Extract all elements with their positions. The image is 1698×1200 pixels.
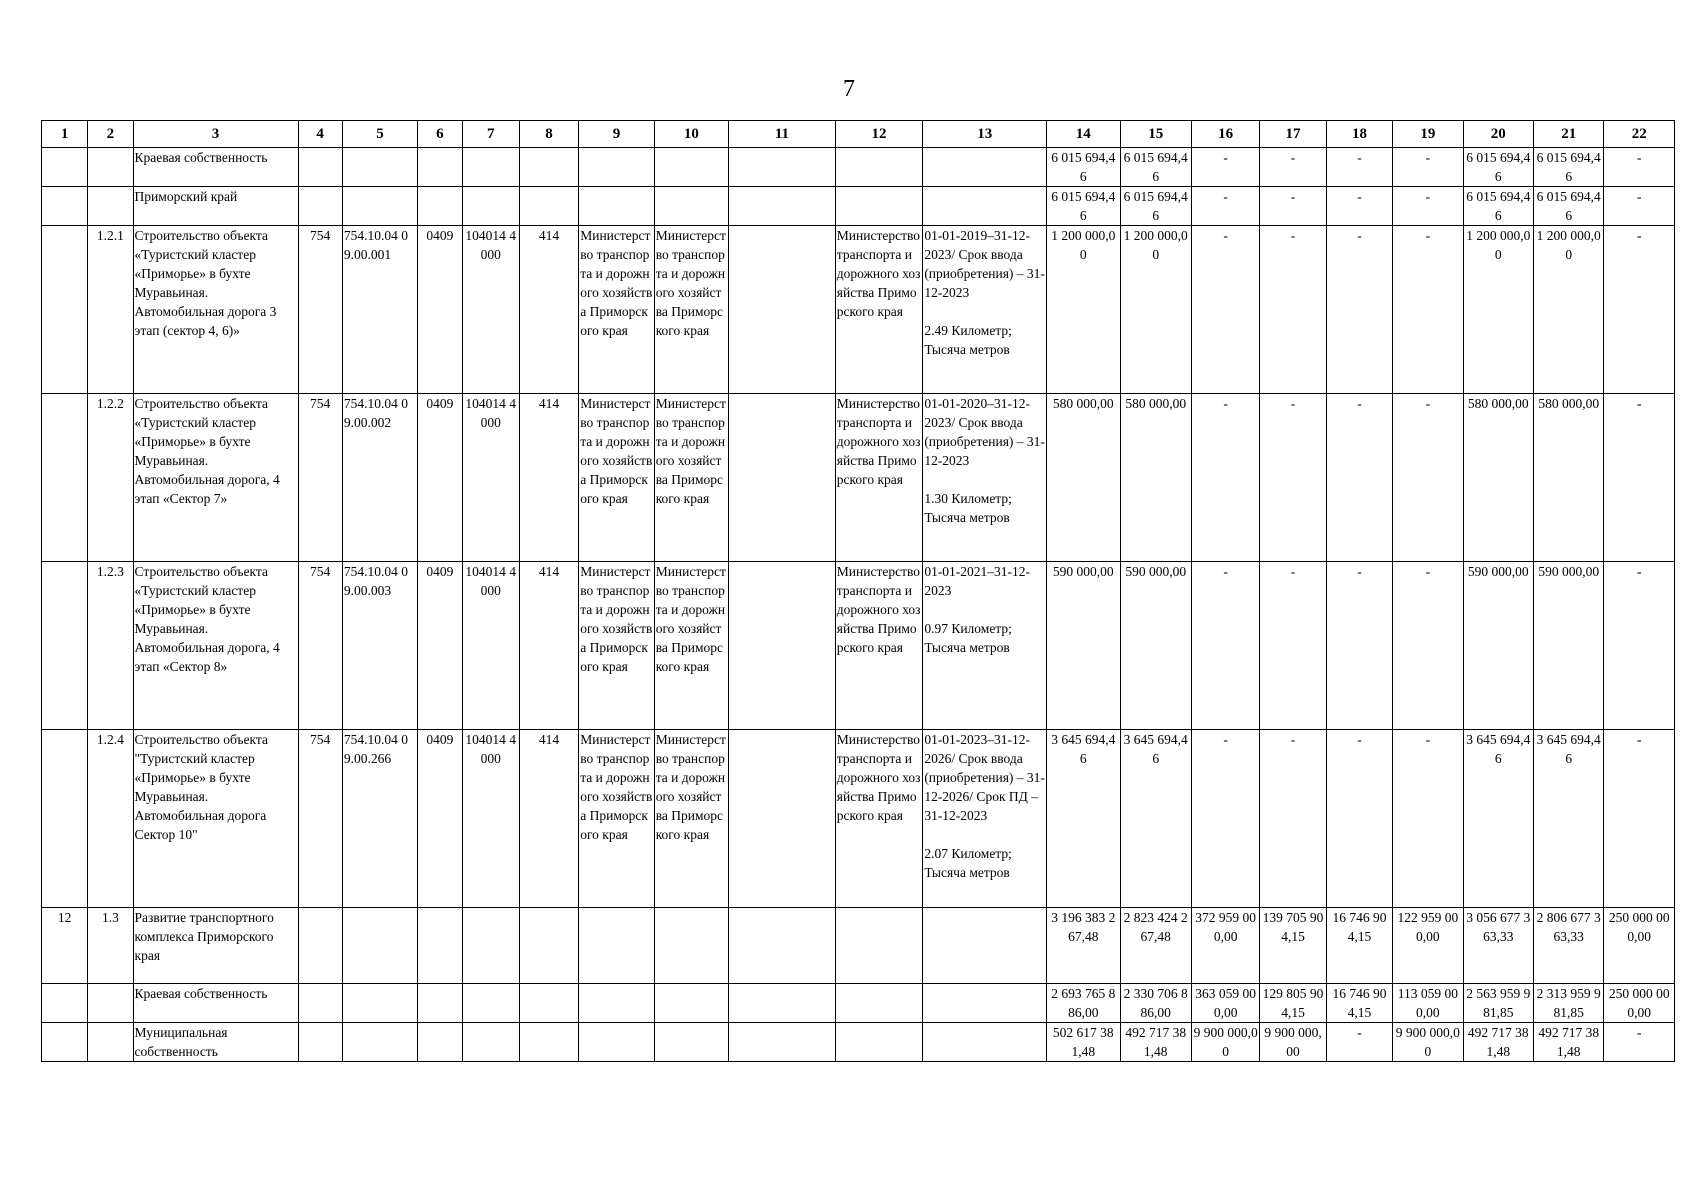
table-cell-col-7 xyxy=(462,908,519,984)
table-cell-col-2: 1.2.1 xyxy=(88,226,133,394)
table-cell-col-2: 1.2.2 xyxy=(88,394,133,562)
table-cell-col-8: 414 xyxy=(519,226,578,394)
table-cell-col-2 xyxy=(88,984,133,1023)
table-cell-col-17: - xyxy=(1260,187,1326,226)
table-cell-col-10 xyxy=(654,984,728,1023)
table-cell-col-13 xyxy=(923,984,1047,1023)
table-cell-col-8 xyxy=(519,1023,578,1062)
table-cell-col-1 xyxy=(42,187,88,226)
table-cell-col-10 xyxy=(654,1023,728,1062)
table-row xyxy=(42,1023,1675,1062)
table-cell-col-1 xyxy=(42,984,88,1023)
column-header: 14 xyxy=(1047,121,1120,148)
table-row xyxy=(42,148,1675,187)
table-cell-col-18: 16 746 904,15 xyxy=(1326,984,1392,1023)
table-cell-col-4 xyxy=(298,1023,342,1062)
table-cell-col-19: - xyxy=(1393,226,1463,394)
column-header: 22 xyxy=(1604,121,1675,148)
table-cell-col-6 xyxy=(418,908,462,984)
table-cell-col-19: 122 959 000,00 xyxy=(1393,908,1463,984)
table-cell-col-5 xyxy=(342,187,417,226)
table-cell-col-15: 6 015 694,46 xyxy=(1120,148,1191,187)
table-cell-col-22: - xyxy=(1604,562,1675,730)
table-cell-col-6 xyxy=(418,984,462,1023)
table-cell-col-6 xyxy=(418,1023,462,1062)
table-cell-col-21: 2 313 959 981,85 xyxy=(1533,984,1603,1023)
table-cell-col-9: Министерство транспорта и дорожного хозяйства Приморского края xyxy=(579,730,654,908)
table-cell-col-18: - xyxy=(1326,1023,1392,1062)
table-cell-col-17: - xyxy=(1260,394,1326,562)
table-cell-col-21: 2 806 677 363,33 xyxy=(1533,908,1603,984)
table-cell-col-17: - xyxy=(1260,562,1326,730)
table-cell-col-21: 590 000,00 xyxy=(1533,562,1603,730)
table-cell-col-10: Министерство транспорта и дорожного хозяйства Приморского края xyxy=(654,730,728,908)
table-cell-col-2: 1.3 xyxy=(88,908,133,984)
table-cell-col-1 xyxy=(42,1023,88,1062)
table-cell-col-9: Министерство транспорта и дорожного хозяйства Приморского края xyxy=(579,226,654,394)
table-cell-col-9 xyxy=(579,187,654,226)
table-cell-col-17: - xyxy=(1260,730,1326,908)
table-cell-col-13: 01-01-2021–31-12-2023 0.97 Километр; Тысяча метров xyxy=(923,562,1047,730)
table-cell-col-7: 104014 4000 xyxy=(462,394,519,562)
table-cell-col-4 xyxy=(298,984,342,1023)
table-cell-col-16: - xyxy=(1191,148,1259,187)
table-cell-col-12: Министерство транспорта и дорожного хозяйства Приморского края xyxy=(835,394,923,562)
table-cell-col-3: Приморский край xyxy=(133,187,298,226)
table-cell-col-19: 113 059 000,00 xyxy=(1393,984,1463,1023)
table-cell-col-11 xyxy=(729,394,836,562)
table-cell-col-9: Министерство транспорта и дорожного хозяйства Приморского края xyxy=(579,394,654,562)
table-cell-col-21: 3 645 694,46 xyxy=(1533,730,1603,908)
table-cell-col-2 xyxy=(88,1023,133,1062)
table-cell-col-20: 3 645 694,46 xyxy=(1463,730,1533,908)
table-cell-col-22: - xyxy=(1604,394,1675,562)
table-cell-col-14: 2 693 765 886,00 xyxy=(1047,984,1120,1023)
table-cell-col-8 xyxy=(519,984,578,1023)
table-cell-col-14: 3 196 383 267,48 xyxy=(1047,908,1120,984)
table-cell-col-1 xyxy=(42,394,88,562)
table-cell-col-8: 414 xyxy=(519,730,578,908)
table-cell-col-11 xyxy=(729,226,836,394)
column-header: 9 xyxy=(579,121,654,148)
table-cell-col-5: 754.10.04 09.00.003 xyxy=(342,562,417,730)
table-cell-col-12 xyxy=(835,1023,923,1062)
table-cell-col-6 xyxy=(418,148,462,187)
table-cell-col-16: - xyxy=(1191,730,1259,908)
table-row xyxy=(42,730,1675,908)
table-cell-col-22: 250 000 000,00 xyxy=(1604,984,1675,1023)
table-cell-col-13 xyxy=(923,187,1047,226)
table-cell-col-16: 9 900 000,00 xyxy=(1191,1023,1259,1062)
table-cell-col-21: 492 717 381,48 xyxy=(1533,1023,1603,1062)
table-cell-col-5: 754.10.04 09.00.002 xyxy=(342,394,417,562)
table-cell-col-19: 9 900 000,00 xyxy=(1393,1023,1463,1062)
column-header: 20 xyxy=(1463,121,1533,148)
table-cell-col-15: 3 645 694,46 xyxy=(1120,730,1191,908)
table-cell-col-7: 104014 4000 xyxy=(462,562,519,730)
table-cell-col-14: 502 617 381,48 xyxy=(1047,1023,1120,1062)
column-header: 15 xyxy=(1120,121,1191,148)
table-cell-col-16: - xyxy=(1191,226,1259,394)
table-cell-col-18: - xyxy=(1326,394,1392,562)
table-cell-col-16: 372 959 000,00 xyxy=(1191,908,1259,984)
table-cell-col-14: 580 000,00 xyxy=(1047,394,1120,562)
table-cell-col-4: 754 xyxy=(298,562,342,730)
table-cell-col-22: - xyxy=(1604,730,1675,908)
table-cell-col-18: - xyxy=(1326,148,1392,187)
table-cell-col-13: 01-01-2019–31-12-2023/ Срок ввода (приобретения) – 31-12-2023 2.49 Километр; Тысяча метров xyxy=(923,226,1047,394)
table-cell-col-4: 754 xyxy=(298,394,342,562)
table-cell-col-15: 2 330 706 886,00 xyxy=(1120,984,1191,1023)
table-cell-col-8 xyxy=(519,187,578,226)
table-cell-col-3: Строительство объекта «Туристский кластер «Приморье» в бухте Муравьиная. Автомобильная дорога, 4 этап «Сектор 8» xyxy=(133,562,298,730)
table-cell-col-7 xyxy=(462,187,519,226)
table-cell-col-11 xyxy=(729,908,836,984)
table-cell-col-15: 2 823 424 267,48 xyxy=(1120,908,1191,984)
table-cell-col-22: - xyxy=(1604,1023,1675,1062)
table-row xyxy=(42,187,1675,226)
table-cell-col-14: 3 645 694,46 xyxy=(1047,730,1120,908)
table-cell-col-9: Министерство транспорта и дорожного хозяйства Приморского края xyxy=(579,562,654,730)
table-cell-col-17: - xyxy=(1260,148,1326,187)
table-cell-col-5: 754.10.04 09.00.266 xyxy=(342,730,417,908)
table-cell-col-6: 0409 xyxy=(418,394,462,562)
table-cell-col-13 xyxy=(923,1023,1047,1062)
table-cell-col-12 xyxy=(835,187,923,226)
column-header: 13 xyxy=(923,121,1047,148)
table-cell-col-21: 6 015 694,46 xyxy=(1533,187,1603,226)
table-cell-col-20: 590 000,00 xyxy=(1463,562,1533,730)
column-header: 17 xyxy=(1260,121,1326,148)
table-cell-col-13: 01-01-2023–31-12-2026/ Срок ввода (приобретения) – 31-12-2026/ Срок ПД – 31-12-2023 2.07 Километр; Тысяча метров xyxy=(923,730,1047,908)
table-cell-col-14: 1 200 000,00 xyxy=(1047,226,1120,394)
table-cell-col-18: - xyxy=(1326,730,1392,908)
table-cell-col-6: 0409 xyxy=(418,562,462,730)
table-cell-col-12 xyxy=(835,984,923,1023)
table-cell-col-3: Строительство объекта "Туристский кластер «Приморье» в бухте Муравьиная. Автомобильная дорога Сектор 10" xyxy=(133,730,298,908)
table-cell-col-1 xyxy=(42,730,88,908)
table-cell-col-20: 6 015 694,46 xyxy=(1463,187,1533,226)
column-header: 19 xyxy=(1393,121,1463,148)
table-cell-col-6 xyxy=(418,187,462,226)
column-header: 1 xyxy=(42,121,88,148)
table-cell-col-17: - xyxy=(1260,226,1326,394)
table-cell-col-12 xyxy=(835,908,923,984)
table-cell-col-1 xyxy=(42,226,88,394)
table-cell-col-8 xyxy=(519,908,578,984)
table-cell-col-7: 104014 4000 xyxy=(462,226,519,394)
table-cell-col-18: - xyxy=(1326,562,1392,730)
table-cell-col-10: Министерство транспорта и дорожного хозяйства Приморского края xyxy=(654,226,728,394)
table-cell-col-7 xyxy=(462,984,519,1023)
column-header: 4 xyxy=(298,121,342,148)
table-cell-col-2 xyxy=(88,148,133,187)
column-header: 3 xyxy=(133,121,298,148)
table-cell-col-3: Строительство объекта «Туристский кластер «Приморье» в бухте Муравьиная. Автомобильная дорога 3 этап (сектор 4, 6)» xyxy=(133,226,298,394)
table-cell-col-5 xyxy=(342,908,417,984)
table-cell-col-16: - xyxy=(1191,394,1259,562)
column-header: 12 xyxy=(835,121,923,148)
table-cell-col-10: Министерство транспорта и дорожного хозяйства Приморского края xyxy=(654,562,728,730)
column-header: 10 xyxy=(654,121,728,148)
table-cell-col-10 xyxy=(654,908,728,984)
table-cell-col-3: Краевая собственность xyxy=(133,984,298,1023)
table-cell-col-4: 754 xyxy=(298,226,342,394)
table-cell-col-13 xyxy=(923,908,1047,984)
table-cell-col-3: Развитие транспортного комплекса Приморского края xyxy=(133,908,298,984)
table-cell-col-4 xyxy=(298,908,342,984)
table-cell-col-21: 1 200 000,00 xyxy=(1533,226,1603,394)
table-cell-col-5: 754.10.04 09.00.001 xyxy=(342,226,417,394)
table-cell-col-7 xyxy=(462,148,519,187)
page-number: 7 xyxy=(843,76,855,102)
column-header: 6 xyxy=(418,121,462,148)
table-header-row xyxy=(42,121,1675,148)
table-cell-col-12: Министерство транспорта и дорожного хозяйства Приморского края xyxy=(835,562,923,730)
table-cell-col-13: 01-01-2020–31-12-2023/ Срок ввода (приобретения) – 31-12-2023 1.30 Километр; Тысяча метров xyxy=(923,394,1047,562)
table-cell-col-1: 12 xyxy=(42,908,88,984)
table-cell-col-17: 9 900 000,00 xyxy=(1260,1023,1326,1062)
table-cell-col-13 xyxy=(923,148,1047,187)
table-row xyxy=(42,984,1675,1023)
table-cell-col-14: 590 000,00 xyxy=(1047,562,1120,730)
table-row xyxy=(42,226,1675,394)
column-header: 16 xyxy=(1191,121,1259,148)
table-cell-col-10 xyxy=(654,148,728,187)
column-header: 18 xyxy=(1326,121,1392,148)
table-cell-col-15: 492 717 381,48 xyxy=(1120,1023,1191,1062)
table-cell-col-20: 492 717 381,48 xyxy=(1463,1023,1533,1062)
table-cell-col-11 xyxy=(729,562,836,730)
table-cell-col-16: - xyxy=(1191,187,1259,226)
table-cell-col-1 xyxy=(42,562,88,730)
table-cell-col-8: 414 xyxy=(519,562,578,730)
table-cell-col-12 xyxy=(835,148,923,187)
table-cell-col-18: - xyxy=(1326,226,1392,394)
table-cell-col-11 xyxy=(729,730,836,908)
table-cell-col-2: 1.2.4 xyxy=(88,730,133,908)
table-cell-col-19: - xyxy=(1393,730,1463,908)
table-cell-col-21: 6 015 694,46 xyxy=(1533,148,1603,187)
column-header: 7 xyxy=(462,121,519,148)
table-cell-col-15: 6 015 694,46 xyxy=(1120,187,1191,226)
table-cell-col-22: - xyxy=(1604,148,1675,187)
column-header: 5 xyxy=(342,121,417,148)
table-cell-col-3: Муниципальная собственность xyxy=(133,1023,298,1062)
table-cell-col-2: 1.2.3 xyxy=(88,562,133,730)
table-cell-col-22: - xyxy=(1604,226,1675,394)
table-row xyxy=(42,394,1675,562)
table-cell-col-6: 0409 xyxy=(418,730,462,908)
table-cell-col-9 xyxy=(579,984,654,1023)
table-cell-col-3: Строительство объекта «Туристский кластер «Приморье» в бухте Муравьиная. Автомобильная дорога, 4 этап «Сектор 7» xyxy=(133,394,298,562)
table-cell-col-15: 590 000,00 xyxy=(1120,562,1191,730)
table-cell-col-12: Министерство транспорта и дорожного хозяйства Приморского края xyxy=(835,730,923,908)
table-cell-col-9 xyxy=(579,148,654,187)
table-cell-col-19: - xyxy=(1393,187,1463,226)
table-cell-col-18: 16 746 904,15 xyxy=(1326,908,1392,984)
table-cell-col-11 xyxy=(729,187,836,226)
table-cell-col-11 xyxy=(729,148,836,187)
table-cell-col-14: 6 015 694,46 xyxy=(1047,148,1120,187)
table-cell-col-22: 250 000 000,00 xyxy=(1604,908,1675,984)
table-row xyxy=(42,562,1675,730)
table-cell-col-9 xyxy=(579,908,654,984)
column-header: 21 xyxy=(1533,121,1603,148)
table-cell-col-5 xyxy=(342,1023,417,1062)
table-cell-col-3: Краевая собственность xyxy=(133,148,298,187)
table-cell-col-17: 139 705 904,15 xyxy=(1260,908,1326,984)
table-cell-col-19: - xyxy=(1393,394,1463,562)
table-cell-col-10: Министерство транспорта и дорожного хозяйства Приморского края xyxy=(654,394,728,562)
table-cell-col-2 xyxy=(88,187,133,226)
column-header: 2 xyxy=(88,121,133,148)
table-cell-col-15: 1 200 000,00 xyxy=(1120,226,1191,394)
table-cell-col-20: 580 000,00 xyxy=(1463,394,1533,562)
table-cell-col-7: 104014 4000 xyxy=(462,730,519,908)
table-cell-col-9 xyxy=(579,1023,654,1062)
table-cell-col-19: - xyxy=(1393,148,1463,187)
table-cell-col-19: - xyxy=(1393,562,1463,730)
table-cell-col-4 xyxy=(298,148,342,187)
table-cell-col-16: 363 059 000,00 xyxy=(1191,984,1259,1023)
table-cell-col-5 xyxy=(342,984,417,1023)
table-cell-col-20: 6 015 694,46 xyxy=(1463,148,1533,187)
column-header: 11 xyxy=(729,121,836,148)
table-cell-col-16: - xyxy=(1191,562,1259,730)
table-cell-col-7 xyxy=(462,1023,519,1062)
table-cell-col-20: 2 563 959 981,85 xyxy=(1463,984,1533,1023)
table-cell-col-1 xyxy=(42,148,88,187)
table-cell-col-8 xyxy=(519,148,578,187)
table-cell-col-20: 1 200 000,00 xyxy=(1463,226,1533,394)
table-cell-col-10 xyxy=(654,187,728,226)
table-cell-col-4: 754 xyxy=(298,730,342,908)
table-cell-col-15: 580 000,00 xyxy=(1120,394,1191,562)
table-cell-col-12: Министерство транспорта и дорожного хозяйства Приморского края xyxy=(835,226,923,394)
table-cell-col-6: 0409 xyxy=(418,226,462,394)
table-cell-col-8: 414 xyxy=(519,394,578,562)
column-header: 8 xyxy=(519,121,578,148)
table-cell-col-11 xyxy=(729,1023,836,1062)
table-cell-col-17: 129 805 904,15 xyxy=(1260,984,1326,1023)
table-cell-col-18: - xyxy=(1326,187,1392,226)
table-cell-col-22: - xyxy=(1604,187,1675,226)
table-row xyxy=(42,908,1675,984)
table-cell-col-11 xyxy=(729,984,836,1023)
budget-table xyxy=(41,120,1675,1062)
table-cell-col-20: 3 056 677 363,33 xyxy=(1463,908,1533,984)
table-cell-col-5 xyxy=(342,148,417,187)
table-cell-col-4 xyxy=(298,187,342,226)
table-cell-col-21: 580 000,00 xyxy=(1533,394,1603,562)
table-cell-col-14: 6 015 694,46 xyxy=(1047,187,1120,226)
